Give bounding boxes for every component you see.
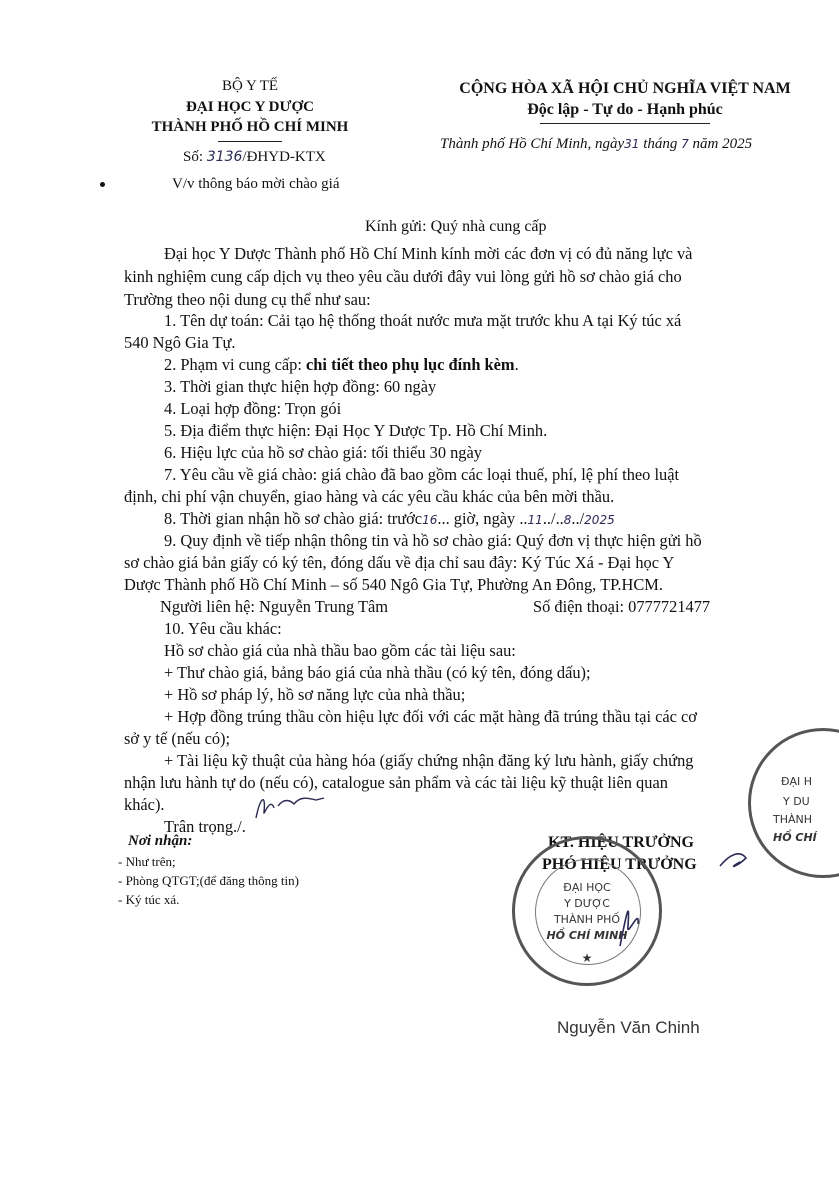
ministry-name: BỘ Y TẾ: [221, 78, 279, 94]
item-8-month-handwritten: 8: [563, 513, 572, 527]
recipients-title: Nơi nhận:: [128, 833, 193, 849]
doc-number-suffix: /ĐHYD-KTX: [242, 149, 326, 165]
item-2-bold: chi tiết theo phụ lục đính kèm: [306, 355, 515, 374]
item-7-line-1: 7. Yêu cầu về giá chào: giá chào đã bao gồm các loại thuế, phí, lệ phí theo luật: [164, 465, 680, 484]
header-right-rule: [540, 123, 710, 124]
item-8-mid: ... giờ, ngày ..: [437, 509, 528, 528]
national-motto: Độc lập - Tự do - Hạnh phúc: [527, 101, 723, 118]
initials-signature: [250, 788, 330, 824]
date-month-label: tháng: [639, 136, 682, 152]
contact-person: Người liên hệ: Nguyễn Trung Tâm: [160, 597, 389, 616]
item-2: [164, 355, 519, 375]
seal-line-2: Y DƯỢC: [564, 897, 610, 910]
document-number: [183, 149, 326, 166]
document-date: [440, 136, 752, 153]
contact-phone: Số điện thoại: 0777721477: [533, 597, 711, 616]
item-6: 6. Hiệu lực của hồ sơ chào giá: tối thiểu 30 ngày: [164, 443, 482, 462]
seal-star-icon: ★: [581, 951, 593, 965]
item-1-line-1: 1. Tên dự toán: Cải tạo hệ thống thoát nước mưa mặt trước khu A tại Ký túc xá: [164, 311, 682, 330]
requirement-3-line-2: sở y tế (nếu có);: [124, 729, 231, 748]
item-7-line-2: định, chi phí vận chuyển, giao hàng và các yêu cầu khác của bên mời thầu.: [124, 487, 615, 506]
signature-title-2: PHÓ HIỆU TRƯỞNG: [542, 856, 697, 873]
intro-line-3: Trường theo nội dung cụ thể như sau:: [124, 290, 371, 309]
item-2-prefix: 2. Phạm vi cung cấp:: [164, 355, 307, 374]
date-prefix: Thành phố Hồ Chí Minh, ngày: [440, 136, 625, 152]
item-8-sep1: ../..: [542, 509, 564, 528]
punch-dot: [100, 182, 105, 187]
side-seal-line-2: Y DU: [783, 795, 810, 808]
item-8-hour-handwritten: 16: [422, 513, 438, 527]
header-left-rule: [218, 141, 282, 142]
recipient-item-1: - Như trên;: [118, 854, 176, 869]
requirement-4-line-1: + Tài liệu kỹ thuật của hàng hóa (giấy chứng nhận đăng ký lưu hành, giấy chứng: [164, 751, 694, 770]
university-name-line2: THÀNH PHỐ HỒ CHÍ MINH: [151, 119, 349, 135]
closing: Trân trọng./.: [164, 817, 246, 836]
item-3: 3. Thời gian thực hiện hợp đồng: 60 ngày: [164, 377, 437, 396]
date-year: năm 2025: [688, 136, 753, 152]
salutation: Kính gửi: Quý nhà cung cấp: [365, 218, 547, 235]
requirement-1: + Thư chào giá, bảng báo giá của nhà thầu (có ký tên, đóng dấu);: [164, 663, 591, 682]
date-month-handwritten: 7: [681, 137, 689, 151]
date-day-handwritten: 31: [624, 137, 640, 151]
signer-name: Nguyễn Văn Chinh: [557, 1018, 700, 1037]
item-5: 5. Địa điểm thực hiện: Đại Học Y Dược Tp. Hồ Chí Minh.: [164, 421, 548, 440]
side-seal-line-3: THÀNH: [773, 813, 813, 826]
item-9-line-2: sơ chào giá bản giấy có ký tên, đóng dấu về địa chỉ sau đây: Ký Túc Xá - Đại học Y: [124, 553, 675, 572]
item-10: 10. Yêu cầu khác:: [164, 619, 282, 638]
seal-line-4: HỒ CHÍ MINH: [546, 929, 628, 942]
item-8-prefix: 8. Thời gian nhận hồ sơ chào giá: trước: [164, 509, 423, 528]
recipient-item-3: - Ký túc xá.: [118, 892, 180, 907]
intro-line-2: kinh nghiệm cung cấp dịch vụ theo yêu cầu dưới đây vui lòng gửi hồ sơ chào giá cho: [124, 267, 682, 286]
seal-line-3: THÀNH PHỐ: [553, 913, 621, 926]
item-8-year-handwritten: 2025: [584, 513, 615, 527]
requirement-2: + Hồ sơ pháp lý, hồ sơ năng lực của nhà thầu;: [164, 685, 466, 704]
recipient-item-2: - Phòng QTGT;(để đăng thông tin): [118, 873, 299, 888]
requirements-intro: Hồ sơ chào giá của nhà thầu bao gồm các tài liệu sau:: [164, 641, 516, 660]
side-seal-line-1: ĐẠI H: [781, 775, 813, 788]
item-2-suffix: .: [514, 355, 519, 374]
country-name: CỘNG HÒA XÃ HỘI CHỦ NGHĨA VIỆT NAM: [459, 80, 791, 97]
item-9-line-1: 9. Quy định về tiếp nhận thông tin và hồ sơ chào giá: Quý đơn vị thực hiện gửi hồ: [164, 531, 702, 550]
requirement-4-line-2: nhận lưu hành tự do (nếu có), catalogue sản phẩm và các tài liệu kỹ thuật liên quan: [124, 773, 668, 792]
side-seal-line-4: HỒ CHÍ: [773, 831, 817, 844]
doc-number-prefix: Số:: [183, 149, 207, 165]
item-8-sep2: ../: [571, 509, 585, 528]
seal-line-1: ĐẠI HỌC: [563, 881, 611, 894]
signature-handwriting: [590, 836, 770, 956]
document-subject: V/v thông báo mời chào giá: [172, 176, 340, 192]
signature-title-1: KT. HIỆU TRƯỞNG: [548, 834, 694, 851]
item-8: [164, 509, 615, 529]
item-9-line-3: Dược Thành phố Hồ Chí Minh – số 540 Ngô Gia Tự, Phường An Đông, TP.HCM.: [124, 575, 663, 594]
university-name-line1: ĐẠI HỌC Y DƯỢC: [186, 99, 314, 115]
item-1-line-2: 540 Ngô Gia Tự.: [124, 333, 236, 352]
intro-line-1: Đại học Y Dược Thành phố Hồ Chí Minh kính mời các đơn vị có đủ năng lực và: [164, 244, 693, 263]
item-8-day-handwritten: 11: [527, 513, 543, 527]
requirement-3-line-1: + Hợp đồng trúng thầu còn hiệu lực đối với các mặt hàng đã trúng thầu tại các cơ: [164, 707, 697, 726]
requirement-4-line-3: khác).: [124, 795, 165, 814]
doc-number-handwritten: 3136: [206, 149, 243, 165]
item-4: 4. Loại hợp đồng: Trọn gói: [164, 399, 342, 418]
